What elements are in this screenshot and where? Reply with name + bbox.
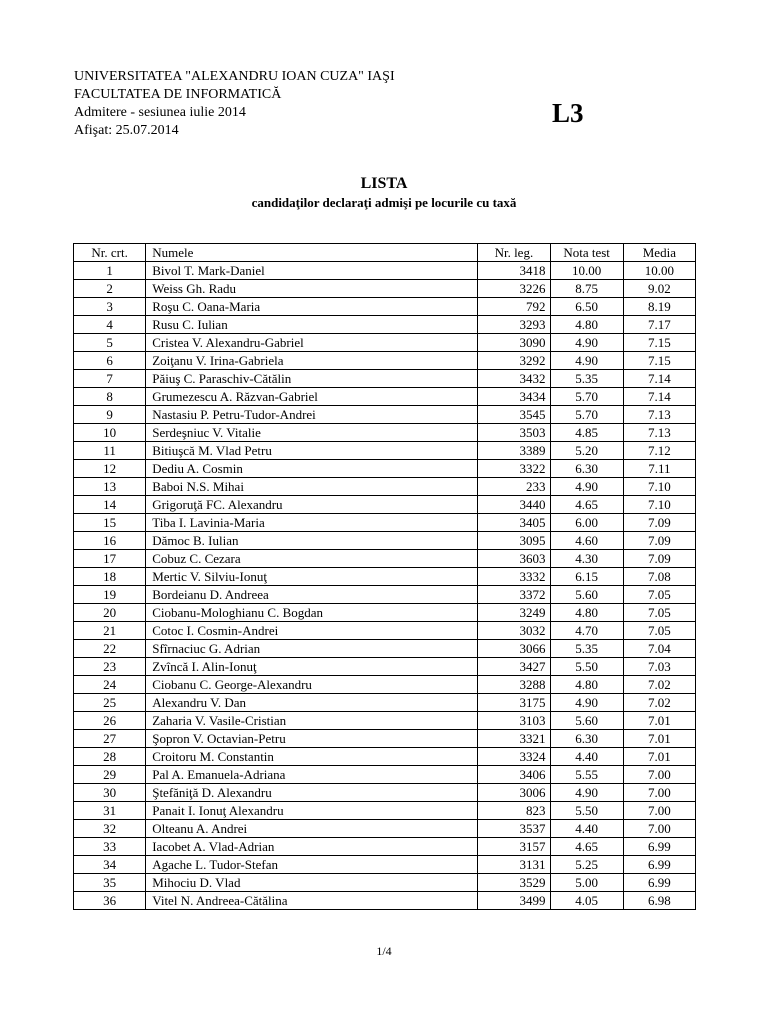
cell-nr-leg: 3332 [478, 568, 550, 586]
cell-nr-crt: 18 [74, 568, 146, 586]
table-row [74, 694, 696, 712]
cell-nr-crt: 22 [74, 640, 146, 658]
cell-media: 7.05 [623, 604, 695, 622]
cell-nr-crt: 6 [74, 352, 146, 370]
faculty-name: FACULTATEA DE INFORMATICĂ [74, 87, 282, 102]
cell-media: 6.98 [623, 892, 695, 910]
cell-nr-crt: 31 [74, 802, 146, 820]
cell-nota-test: 4.40 [550, 820, 623, 838]
cell-nr-leg: 3440 [478, 496, 550, 514]
cell-name: Ştefăniţă D. Alexandru [146, 784, 478, 802]
document-header [74, 68, 395, 140]
cell-nota-test: 4.30 [550, 550, 623, 568]
cell-name: Mertic V. Silviu-Ionuţ [146, 568, 478, 586]
cell-nr-leg: 233 [478, 478, 550, 496]
admitted-candidates-table [73, 243, 696, 910]
cell-nr-crt: 9 [74, 406, 146, 424]
column-header-numele: Numele [146, 244, 478, 262]
cell-nr-leg: 3432 [478, 370, 550, 388]
cell-nota-test: 5.60 [550, 712, 623, 730]
cell-nota-test: 4.80 [550, 604, 623, 622]
page-number: 1/4 [376, 944, 392, 958]
cell-media: 7.09 [623, 532, 695, 550]
cell-nr-leg: 3066 [478, 640, 550, 658]
cell-media: 7.15 [623, 334, 695, 352]
cell-nota-test: 5.35 [550, 370, 623, 388]
cell-name: Bitiuşcă M. Vlad Petru [146, 442, 478, 460]
cell-nr-leg: 3434 [478, 388, 550, 406]
cell-nota-test: 4.90 [550, 334, 623, 352]
cell-name: Iacobet A. Vlad-Adrian [146, 838, 478, 856]
cell-media: 7.04 [623, 640, 695, 658]
cell-nr-leg: 3545 [478, 406, 550, 424]
cell-nr-leg: 3427 [478, 658, 550, 676]
cell-media: 7.00 [623, 784, 695, 802]
cell-nr-crt: 23 [74, 658, 146, 676]
table-row [74, 604, 696, 622]
table-body [74, 262, 696, 910]
cell-media: 7.17 [623, 316, 695, 334]
cell-media: 6.99 [623, 856, 695, 874]
table-row [74, 838, 696, 856]
cell-nr-crt: 16 [74, 532, 146, 550]
cell-nr-leg: 3405 [478, 514, 550, 532]
cell-nr-crt: 19 [74, 586, 146, 604]
cell-nr-leg: 3292 [478, 352, 550, 370]
cell-nota-test: 6.30 [550, 460, 623, 478]
cell-name: Cotoc I. Cosmin-Andrei [146, 622, 478, 640]
cell-nr-crt: 17 [74, 550, 146, 568]
cell-nr-crt: 7 [74, 370, 146, 388]
cell-nr-leg: 3226 [478, 280, 550, 298]
cell-name: Ciobanu-Mologhianu C. Bogdan [146, 604, 478, 622]
cell-media: 7.05 [623, 622, 695, 640]
table-row [74, 550, 696, 568]
cell-name: Agache L. Tudor-Stefan [146, 856, 478, 874]
table-row [74, 586, 696, 604]
table-row [74, 334, 696, 352]
cell-nota-test: 4.90 [550, 478, 623, 496]
cell-media: 7.13 [623, 424, 695, 442]
cell-nota-test: 4.65 [550, 496, 623, 514]
cell-nr-leg: 3503 [478, 424, 550, 442]
table-row [74, 730, 696, 748]
cell-nr-leg: 823 [478, 802, 550, 820]
cell-media: 7.02 [623, 676, 695, 694]
cell-name: Mihociu D. Vlad [146, 874, 478, 892]
cell-nr-crt: 29 [74, 766, 146, 784]
cell-nr-leg: 3249 [478, 604, 550, 622]
cell-name: Weiss Gh. Radu [146, 280, 478, 298]
cell-name: Păiuş C. Paraschiv-Cătălin [146, 370, 478, 388]
posted-date: Afişat: 25.07.2014 [74, 123, 179, 138]
cell-nr-crt: 26 [74, 712, 146, 730]
cell-nota-test: 4.80 [550, 316, 623, 334]
table-row [74, 388, 696, 406]
cell-name: Dediu A. Cosmin [146, 460, 478, 478]
cell-name: Panait I. Ionuţ Alexandru [146, 802, 478, 820]
cell-name: Cobuz C. Cezara [146, 550, 478, 568]
cell-nr-crt: 36 [74, 892, 146, 910]
cell-media: 7.01 [623, 712, 695, 730]
cell-media: 7.10 [623, 478, 695, 496]
cell-nr-leg: 3032 [478, 622, 550, 640]
cell-name: Sfîrnaciuc G. Adrian [146, 640, 478, 658]
table-row [74, 442, 696, 460]
column-header-nr-crt: Nr. crt. [74, 244, 146, 262]
cell-nr-crt: 35 [74, 874, 146, 892]
cell-nr-leg: 3288 [478, 676, 550, 694]
cell-media: 10.00 [623, 262, 695, 280]
cell-nota-test: 5.50 [550, 802, 623, 820]
cell-nr-leg: 3321 [478, 730, 550, 748]
cell-media: 7.00 [623, 802, 695, 820]
cell-nr-leg: 3499 [478, 892, 550, 910]
cell-nr-crt: 8 [74, 388, 146, 406]
cell-nr-crt: 14 [74, 496, 146, 514]
cell-nr-crt: 20 [74, 604, 146, 622]
cell-nr-leg: 792 [478, 298, 550, 316]
table-row [74, 856, 696, 874]
cell-nota-test: 5.50 [550, 658, 623, 676]
cell-nota-test: 6.30 [550, 730, 623, 748]
table-row [74, 784, 696, 802]
table-row [74, 460, 696, 478]
cell-name: Cristea V. Alexandru-Gabriel [146, 334, 478, 352]
table-row [74, 316, 696, 334]
table-header-row [74, 244, 696, 262]
cell-media: 7.14 [623, 388, 695, 406]
table-row [74, 352, 696, 370]
cell-nota-test: 4.90 [550, 694, 623, 712]
column-header-nota-test: Nota test [550, 244, 623, 262]
cell-media: 6.99 [623, 874, 695, 892]
cell-nr-leg: 3389 [478, 442, 550, 460]
cell-nr-leg: 3157 [478, 838, 550, 856]
cell-nota-test: 4.85 [550, 424, 623, 442]
admission-session: Admitere - sesiunea iulie 2014 [74, 105, 246, 120]
table-row [74, 406, 696, 424]
cell-nota-test: 4.80 [550, 676, 623, 694]
cell-name: Tiba I. Lavinia-Maria [146, 514, 478, 532]
table-row [74, 496, 696, 514]
table-row [74, 640, 696, 658]
cell-nr-crt: 2 [74, 280, 146, 298]
column-header-nr-leg: Nr. leg. [478, 244, 550, 262]
cell-nr-leg: 3418 [478, 262, 550, 280]
table-row [74, 298, 696, 316]
cell-name: Grigoruţă FC. Alexandru [146, 496, 478, 514]
cell-nr-leg: 3324 [478, 748, 550, 766]
table-row [74, 766, 696, 784]
cell-nr-crt: 28 [74, 748, 146, 766]
cell-name: Zvîncă I. Alin-Ionuţ [146, 658, 478, 676]
table-row [74, 802, 696, 820]
cell-nota-test: 5.00 [550, 874, 623, 892]
cell-media: 7.05 [623, 586, 695, 604]
cell-nr-crt: 5 [74, 334, 146, 352]
cell-name: Rusu C. Iulian [146, 316, 478, 334]
cell-media: 7.09 [623, 514, 695, 532]
cell-nr-crt: 34 [74, 856, 146, 874]
university-name: UNIVERSITATEA "ALEXANDRU IOAN CUZA" IAŞI [74, 69, 395, 84]
cell-name: Alexandru V. Dan [146, 694, 478, 712]
cell-name: Nastasiu P. Petru-Tudor-Andrei [146, 406, 478, 424]
cell-name: Baboi N.S. Mihai [146, 478, 478, 496]
cell-nota-test: 4.65 [550, 838, 623, 856]
table-row [74, 820, 696, 838]
cell-nr-leg: 3537 [478, 820, 550, 838]
cell-nr-crt: 3 [74, 298, 146, 316]
cell-nota-test: 5.55 [550, 766, 623, 784]
cell-nota-test: 6.15 [550, 568, 623, 586]
cell-name: Bordeianu D. Andreea [146, 586, 478, 604]
cell-nota-test: 8.75 [550, 280, 623, 298]
list-title: LISTA [360, 175, 408, 192]
table-row [74, 262, 696, 280]
table-row [74, 676, 696, 694]
cell-name: Dămoc B. Iulian [146, 532, 478, 550]
cell-nota-test: 6.50 [550, 298, 623, 316]
table-row [74, 712, 696, 730]
cell-media: 7.12 [623, 442, 695, 460]
cell-name: Zaharia V. Vasile-Cristian [146, 712, 478, 730]
table-row [74, 622, 696, 640]
cell-nr-crt: 24 [74, 676, 146, 694]
cell-nr-leg: 3131 [478, 856, 550, 874]
cell-nota-test: 4.05 [550, 892, 623, 910]
cell-media: 7.03 [623, 658, 695, 676]
cell-media: 7.08 [623, 568, 695, 586]
cell-name: Olteanu A. Andrei [146, 820, 478, 838]
cell-media: 7.01 [623, 730, 695, 748]
cell-name: Ciobanu C. George-Alexandru [146, 676, 478, 694]
cell-name: Pal A. Emanuela-Adriana [146, 766, 478, 784]
table-row [74, 568, 696, 586]
cell-nr-crt: 27 [74, 730, 146, 748]
cell-nota-test: 4.90 [550, 352, 623, 370]
cell-media: 8.19 [623, 298, 695, 316]
cell-name: Bivol T. Mark-Daniel [146, 262, 478, 280]
cell-nota-test: 5.25 [550, 856, 623, 874]
cell-nr-crt: 11 [74, 442, 146, 460]
cell-nota-test: 6.00 [550, 514, 623, 532]
cell-nr-leg: 3603 [478, 550, 550, 568]
cell-name: Roşu C. Oana-Maria [146, 298, 478, 316]
table-row [74, 874, 696, 892]
cell-nota-test: 5.70 [550, 406, 623, 424]
cell-name: Zoiţanu V. Irina-Gabriela [146, 352, 478, 370]
cell-media: 7.15 [623, 352, 695, 370]
cell-media: 7.09 [623, 550, 695, 568]
cell-name: Vitel N. Andreea-Cătălina [146, 892, 478, 910]
cell-nr-crt: 10 [74, 424, 146, 442]
cell-nr-crt: 13 [74, 478, 146, 496]
cell-nr-leg: 3406 [478, 766, 550, 784]
cell-nota-test: 4.90 [550, 784, 623, 802]
cell-media: 7.14 [623, 370, 695, 388]
cell-name: Serdeşniuc V. Vitalie [146, 424, 478, 442]
cell-nota-test: 5.70 [550, 388, 623, 406]
cell-nr-crt: 12 [74, 460, 146, 478]
cell-nr-crt: 33 [74, 838, 146, 856]
cell-nr-crt: 32 [74, 820, 146, 838]
cell-nr-crt: 21 [74, 622, 146, 640]
cell-nr-leg: 3175 [478, 694, 550, 712]
cell-nr-leg: 3103 [478, 712, 550, 730]
cell-nota-test: 10.00 [550, 262, 623, 280]
cell-nota-test: 4.40 [550, 748, 623, 766]
cell-nr-leg: 3095 [478, 532, 550, 550]
column-header-media: Media [623, 244, 695, 262]
cell-media: 7.02 [623, 694, 695, 712]
cell-nota-test: 4.60 [550, 532, 623, 550]
table-row [74, 532, 696, 550]
cell-nr-crt: 25 [74, 694, 146, 712]
table-row [74, 658, 696, 676]
table-row [74, 424, 696, 442]
cell-nota-test: 5.60 [550, 586, 623, 604]
cell-name: Grumezescu A. Răzvan-Gabriel [146, 388, 478, 406]
table-row [74, 478, 696, 496]
cell-media: 7.00 [623, 766, 695, 784]
table-row [74, 748, 696, 766]
cell-name: Croitoru M. Constantin [146, 748, 478, 766]
cell-nota-test: 5.35 [550, 640, 623, 658]
cell-nr-leg: 3293 [478, 316, 550, 334]
cell-media: 7.13 [623, 406, 695, 424]
cell-nr-leg: 3090 [478, 334, 550, 352]
cell-media: 7.01 [623, 748, 695, 766]
cell-media: 9.02 [623, 280, 695, 298]
cell-media: 7.00 [623, 820, 695, 838]
cell-nr-leg: 3322 [478, 460, 550, 478]
cell-nr-crt: 30 [74, 784, 146, 802]
table-row [74, 892, 696, 910]
cell-nr-leg: 3372 [478, 586, 550, 604]
cell-nota-test: 4.70 [550, 622, 623, 640]
cell-nr-leg: 3006 [478, 784, 550, 802]
list-subtitle: candidaţilor declaraţi admişi pe locurile cu taxă [251, 195, 517, 210]
list-code: L3 [552, 98, 584, 128]
cell-nr-crt: 15 [74, 514, 146, 532]
cell-media: 7.10 [623, 496, 695, 514]
table-row [74, 514, 696, 532]
cell-nota-test: 5.20 [550, 442, 623, 460]
table-row [74, 280, 696, 298]
table-row [74, 370, 696, 388]
cell-nr-crt: 1 [74, 262, 146, 280]
cell-media: 7.11 [623, 460, 695, 478]
cell-nr-crt: 4 [74, 316, 146, 334]
cell-media: 6.99 [623, 838, 695, 856]
cell-nr-leg: 3529 [478, 874, 550, 892]
cell-name: Şopron V. Octavian-Petru [146, 730, 478, 748]
